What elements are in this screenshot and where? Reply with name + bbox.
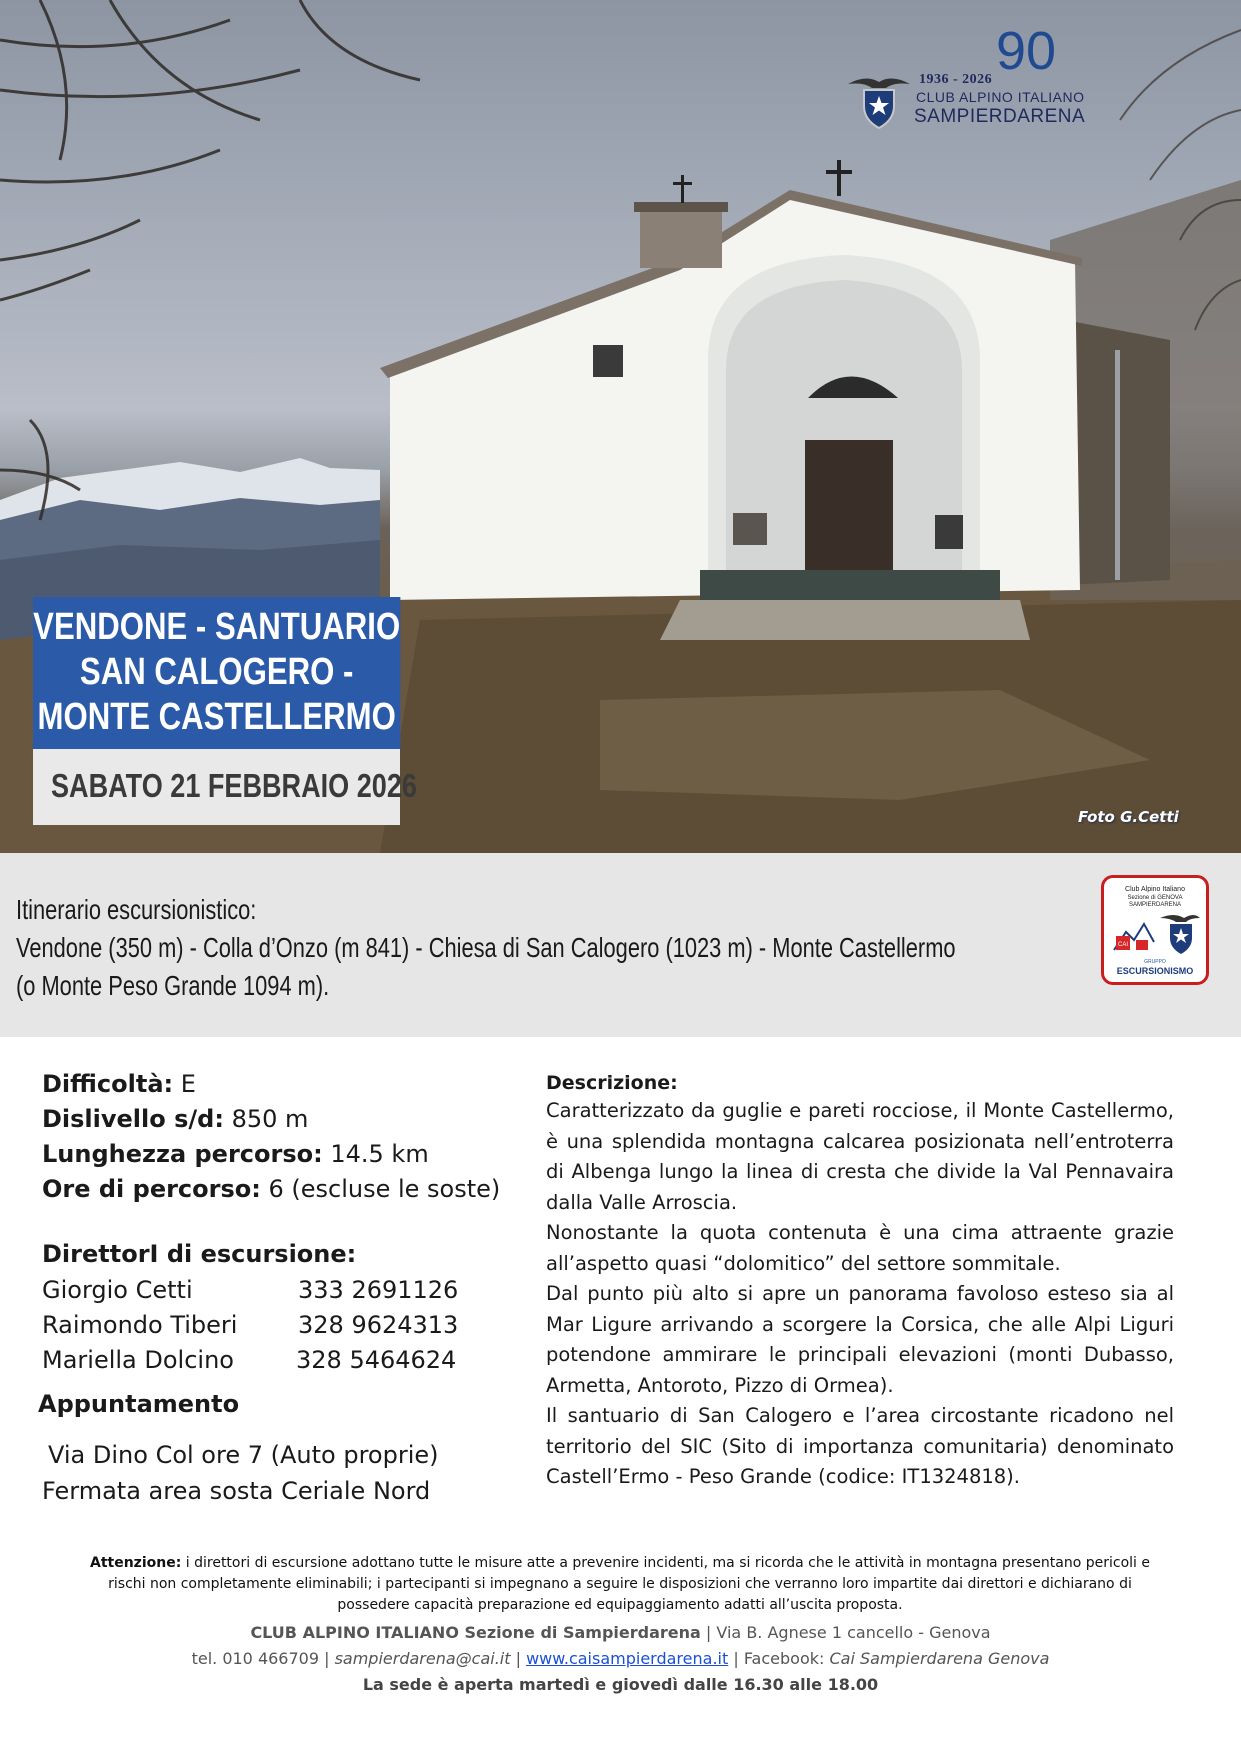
warning-label: Attenzione:: [90, 1555, 182, 1571]
footer-facebook-link[interactable]: Cai Sampierdarena Genova: [829, 1649, 1050, 1668]
footer-email-link[interactable]: sampierdarena@cai.it: [334, 1649, 511, 1668]
director-phone: 333 2691126: [298, 1276, 459, 1304]
hours-label: Ore di percorso:: [42, 1175, 261, 1203]
itinerary: [16, 891, 956, 1005]
director-name: Raimondo Tiberi: [42, 1311, 238, 1339]
hours-row: [42, 1175, 500, 1203]
meeting-line-2: Fermata area sosta Ceriale Nord: [42, 1477, 431, 1505]
event-title: [33, 597, 400, 749]
description-heading: Descrizione:: [546, 1072, 678, 1094]
length-row: [42, 1140, 429, 1168]
footer-website-link[interactable]: www.caisampierdarena.it: [526, 1649, 729, 1668]
director-name: Mariella Dolcino: [42, 1346, 234, 1374]
length-value: 14.5 km: [322, 1140, 429, 1168]
elevation-label: Dislivello s/d:: [42, 1105, 224, 1133]
description: [546, 1070, 1174, 1493]
description-paragraph: Il santuario di San Calogero e l’area circostante ricadono nel territorio del SIC (Sito di importanza comunitaria) denominato Castell’Ermo - Peso Grande (codice: IT1324818).: [546, 1404, 1174, 1488]
badge-cai-text: CAI: [1118, 942, 1129, 948]
badge-club: Club Alpino Italiano: [1125, 886, 1185, 893]
logo-club-name: CLUB ALPINO ITALIANO: [916, 89, 1085, 105]
itinerary-band: [0, 853, 1241, 1037]
badge-escursionismo: ESCURSIONISMO: [1116, 966, 1194, 976]
footer-separator: |: [510, 1649, 527, 1668]
difficulty-label: Difficoltà:: [42, 1070, 174, 1098]
cai-90-logo: [846, 20, 1086, 130]
logo-anniversary: 90: [996, 21, 1057, 81]
footer-line-2: [0, 1646, 1241, 1672]
description-paragraph: Nonostante la quota contenuta è una cima attraente grazie all’aspetto quasi “dolomitico” del settore sommitale.: [546, 1221, 1174, 1275]
escursionismo-badge: [1101, 875, 1209, 985]
meeting-title: Appuntamento: [38, 1390, 240, 1418]
description-paragraph: Dal punto più alto si apre un panorama favoloso esteso sia al Mar Ligure arrivando a scorgere la Corsica, che alle Alpi Liguri potendone ammirare le principali elevazioni (monti Dubasso, Armetta, Antoroto, Pizzo di Ormea).: [546, 1282, 1174, 1397]
safety-warning: [70, 1553, 1170, 1616]
footer: [0, 1620, 1241, 1698]
footer-facebook-label: | Facebook:: [728, 1649, 830, 1668]
footer-opening-hours: La sede è aperta martedì e giovedì dalle 16.30 alle 18.00: [362, 1675, 879, 1694]
logo-years: 1936 - 2026: [919, 72, 993, 87]
badge-section: [1104, 895, 1206, 909]
difficulty-row: [42, 1070, 196, 1098]
cai-eagle-emblem-icon: [846, 72, 912, 130]
footer-org: CLUB ALPINO ITALIANO Sezione di Sampierdarena: [250, 1623, 701, 1642]
itinerary-heading: Itinerario escursionistico:: [16, 894, 257, 925]
directors-title: DirettorI di escursione:: [42, 1240, 357, 1268]
title-line-3: MONTE CASTELLERMO: [37, 696, 396, 738]
length-label: Lunghezza percorso:: [42, 1140, 323, 1168]
difficulty-value: E: [173, 1070, 196, 1098]
footer-address: | Via B. Agnese 1 cancello - Genova: [700, 1623, 991, 1642]
badge-section-line-1: Sezione di GENOVA: [1127, 895, 1183, 901]
description-paragraph: Caratterizzato da guglie e pareti rocciose, il Monte Castellermo, è una splendida montagna calcarea posizionata nell’entroterra di Albenga lungo la linea di cresta che divide la Val Pennavaira dalla Valle Arroscia.: [546, 1099, 1174, 1214]
director-phone: 328 9624313: [298, 1311, 459, 1339]
badge-mountain-flag-icon: [1112, 912, 1202, 956]
logo-section: SAMPIERDARENA: [914, 106, 1086, 127]
elevation-value: 850 m: [223, 1105, 309, 1133]
footer-line-1: [0, 1620, 1241, 1646]
warning-text: i direttori di escursione adottano tutte le misure atte a prevenire incidenti, ma si ricorda che le attività in montagna presentano pericoli e rischi non completamente eliminabili; i partecipanti si impegnano a seguire le disposizioni che verranno loro impartite dai direttori e dichiarano di possedere capacità preparazione ed equipaggiamento adatti all’uscita proposta.: [108, 1555, 1150, 1613]
event-date-box: [33, 749, 417, 825]
itinerary-line-2: (o Monte Peso Grande 1094 m).: [16, 970, 330, 1001]
footer-tel: tel. 010 466709 |: [191, 1649, 335, 1668]
title-line-2: SAN CALOGERO -: [79, 651, 354, 693]
itinerary-line-1: Vendone (350 m) - Colla d’Onzo (m 841) - Chiesa di San Calogero (1023 m) - Monte Castellermo: [16, 932, 956, 963]
elevation-row: [42, 1105, 308, 1133]
badge-gruppo: GRUPPO: [1144, 959, 1166, 965]
hours-value: 6 (escluse le soste): [260, 1175, 501, 1203]
title-line-1: VENDONE - SANTUARIO: [33, 606, 401, 648]
photo-credit: Foto G.Cetti: [1078, 808, 1179, 826]
director-name: Giorgio Cetti: [42, 1276, 193, 1304]
event-date: SABATO 21 FEBBRAIO 2026: [51, 767, 417, 804]
director-phone: 328 5464624: [296, 1346, 457, 1374]
badge-section-line-2: SAMPIERDARENA: [1128, 902, 1181, 908]
meeting-line-1: Via Dino Col ore 7 (Auto proprie): [48, 1441, 439, 1469]
